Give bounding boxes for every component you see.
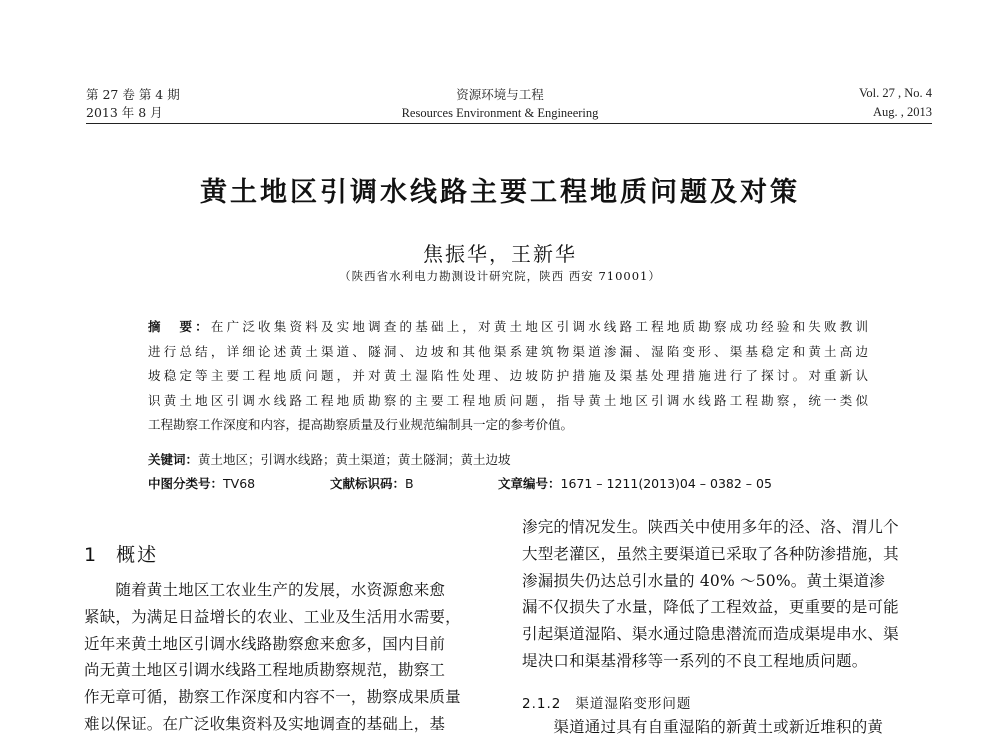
keywords-label: 关键词： xyxy=(148,452,199,467)
article-number: 文章编号：1671 – 1211(2013)04 – 0382 – 05 xyxy=(498,476,772,491)
paper-title: 黄土地区引调水线路主要工程地质问题及对策 xyxy=(200,177,800,208)
clc-number: 中图分类号：TV68 xyxy=(148,476,256,491)
paper-authors: 焦振华，王新华 xyxy=(423,242,577,266)
abstract-label: 摘 要： xyxy=(148,319,211,334)
document-code: 文献标识码：B xyxy=(330,476,414,491)
body-line: 随着黄土地区工农业生产的发展，水资源愈来愈 xyxy=(84,581,446,599)
author-affiliation: （陕西省水利电力勘测设计研究院，陕西 西安 710001） xyxy=(339,269,661,283)
body-line: 漏不仅损失了水量，降低了工程效益，更重要的是可能 xyxy=(522,598,899,617)
body-line: 紧缺，为满足日益增长的农业、工业及生活用水需要， xyxy=(84,607,461,626)
date-cn: 2013 年 8 月 xyxy=(86,105,163,120)
section-number: 1 xyxy=(84,544,99,566)
body-line: 作无章可循，勘察工作深度和内容不一，勘察成果质量 xyxy=(84,688,461,707)
abstract-line: 坡稳定等主要工程地质问题，并对黄土湿陷性处理、边坡防护措施及渠基处理措施进行了探讨。对重新认 xyxy=(148,368,868,384)
header-rule xyxy=(86,123,932,124)
journal-name-en: Resources Environment & Engineering xyxy=(401,106,599,120)
keywords-text: 黄土地区；引调水线路；黄土渠道；黄土隧洞；黄土边坡 xyxy=(198,452,511,467)
volume-issue-en: Vol. 27 , No. 4 xyxy=(858,86,932,100)
body-line: 尚无黄土地区引调水线路工程地质勘察规范，勘察工 xyxy=(84,661,446,680)
section-title: 概述 xyxy=(116,544,159,566)
abstract-block xyxy=(148,315,868,438)
section-heading xyxy=(84,540,158,567)
subsection-heading xyxy=(522,692,691,712)
left-column-text xyxy=(84,577,461,738)
abstract-line: 识黄土地区引调水线路工程地质勘察的主要工程地质问题，指导黄土地区引调水线路工程勘察，统一类似 xyxy=(148,392,868,408)
body-line: 渠道通过具有自重湿陷的新黄土或新近堆积的黄 xyxy=(522,718,884,736)
subsection-number: 2.1.2 xyxy=(522,696,562,712)
abstract-line: 工程勘察工作深度和内容，提高勘察质量及行业规范编制具一定的参考价值。 xyxy=(148,417,574,433)
body-line: 堤决口和渠基滑移等一系列的不良工程地质问题。 xyxy=(522,651,868,670)
journal-name-cn: 资源环境与工程 xyxy=(456,87,544,102)
volume-issue-cn: 第 27 卷 第 4 期 xyxy=(86,87,180,102)
abstract-line: 进行总结，详细论述黄土渠道、隧洞、边坡和其他渠系建筑物渠道渗漏、湿陷变形、渠基稳定和黄土高边 xyxy=(148,343,868,359)
date-en: Aug. , 2013 xyxy=(872,105,932,119)
body-line: 难以保证。在广泛收集资料及实地调查的基础上，基 xyxy=(84,714,446,733)
right-column-continuation xyxy=(522,714,883,741)
abstract-line: 摘 要：在广泛收集资料及实地调查的基础上，对黄土地区引调水线路工程地质勘察成功经验和失败教训 xyxy=(148,319,868,334)
body-line: 大型老灌区，虽然主要渠道已采取了各种防渗措施，其 xyxy=(522,544,899,563)
body-line: 渗完的情况发生。陕西关中使用多年的泾、洛、渭儿个 xyxy=(522,518,899,536)
right-column-text xyxy=(522,514,899,675)
subsection-title: 渠道湿陷变形问题 xyxy=(575,696,692,712)
body-line: 近年来黄土地区引调水线路勘察愈来愈多，国内目前 xyxy=(84,634,446,653)
body-line: 渗漏损失仍达总引水量的 40% ～50%。黄土渠道渗 xyxy=(522,571,885,590)
body-line: 引起渠道湿陷、渠水通过隐患潜流而造成渠堤串水、渠 xyxy=(522,625,899,644)
keywords-line xyxy=(148,450,511,468)
